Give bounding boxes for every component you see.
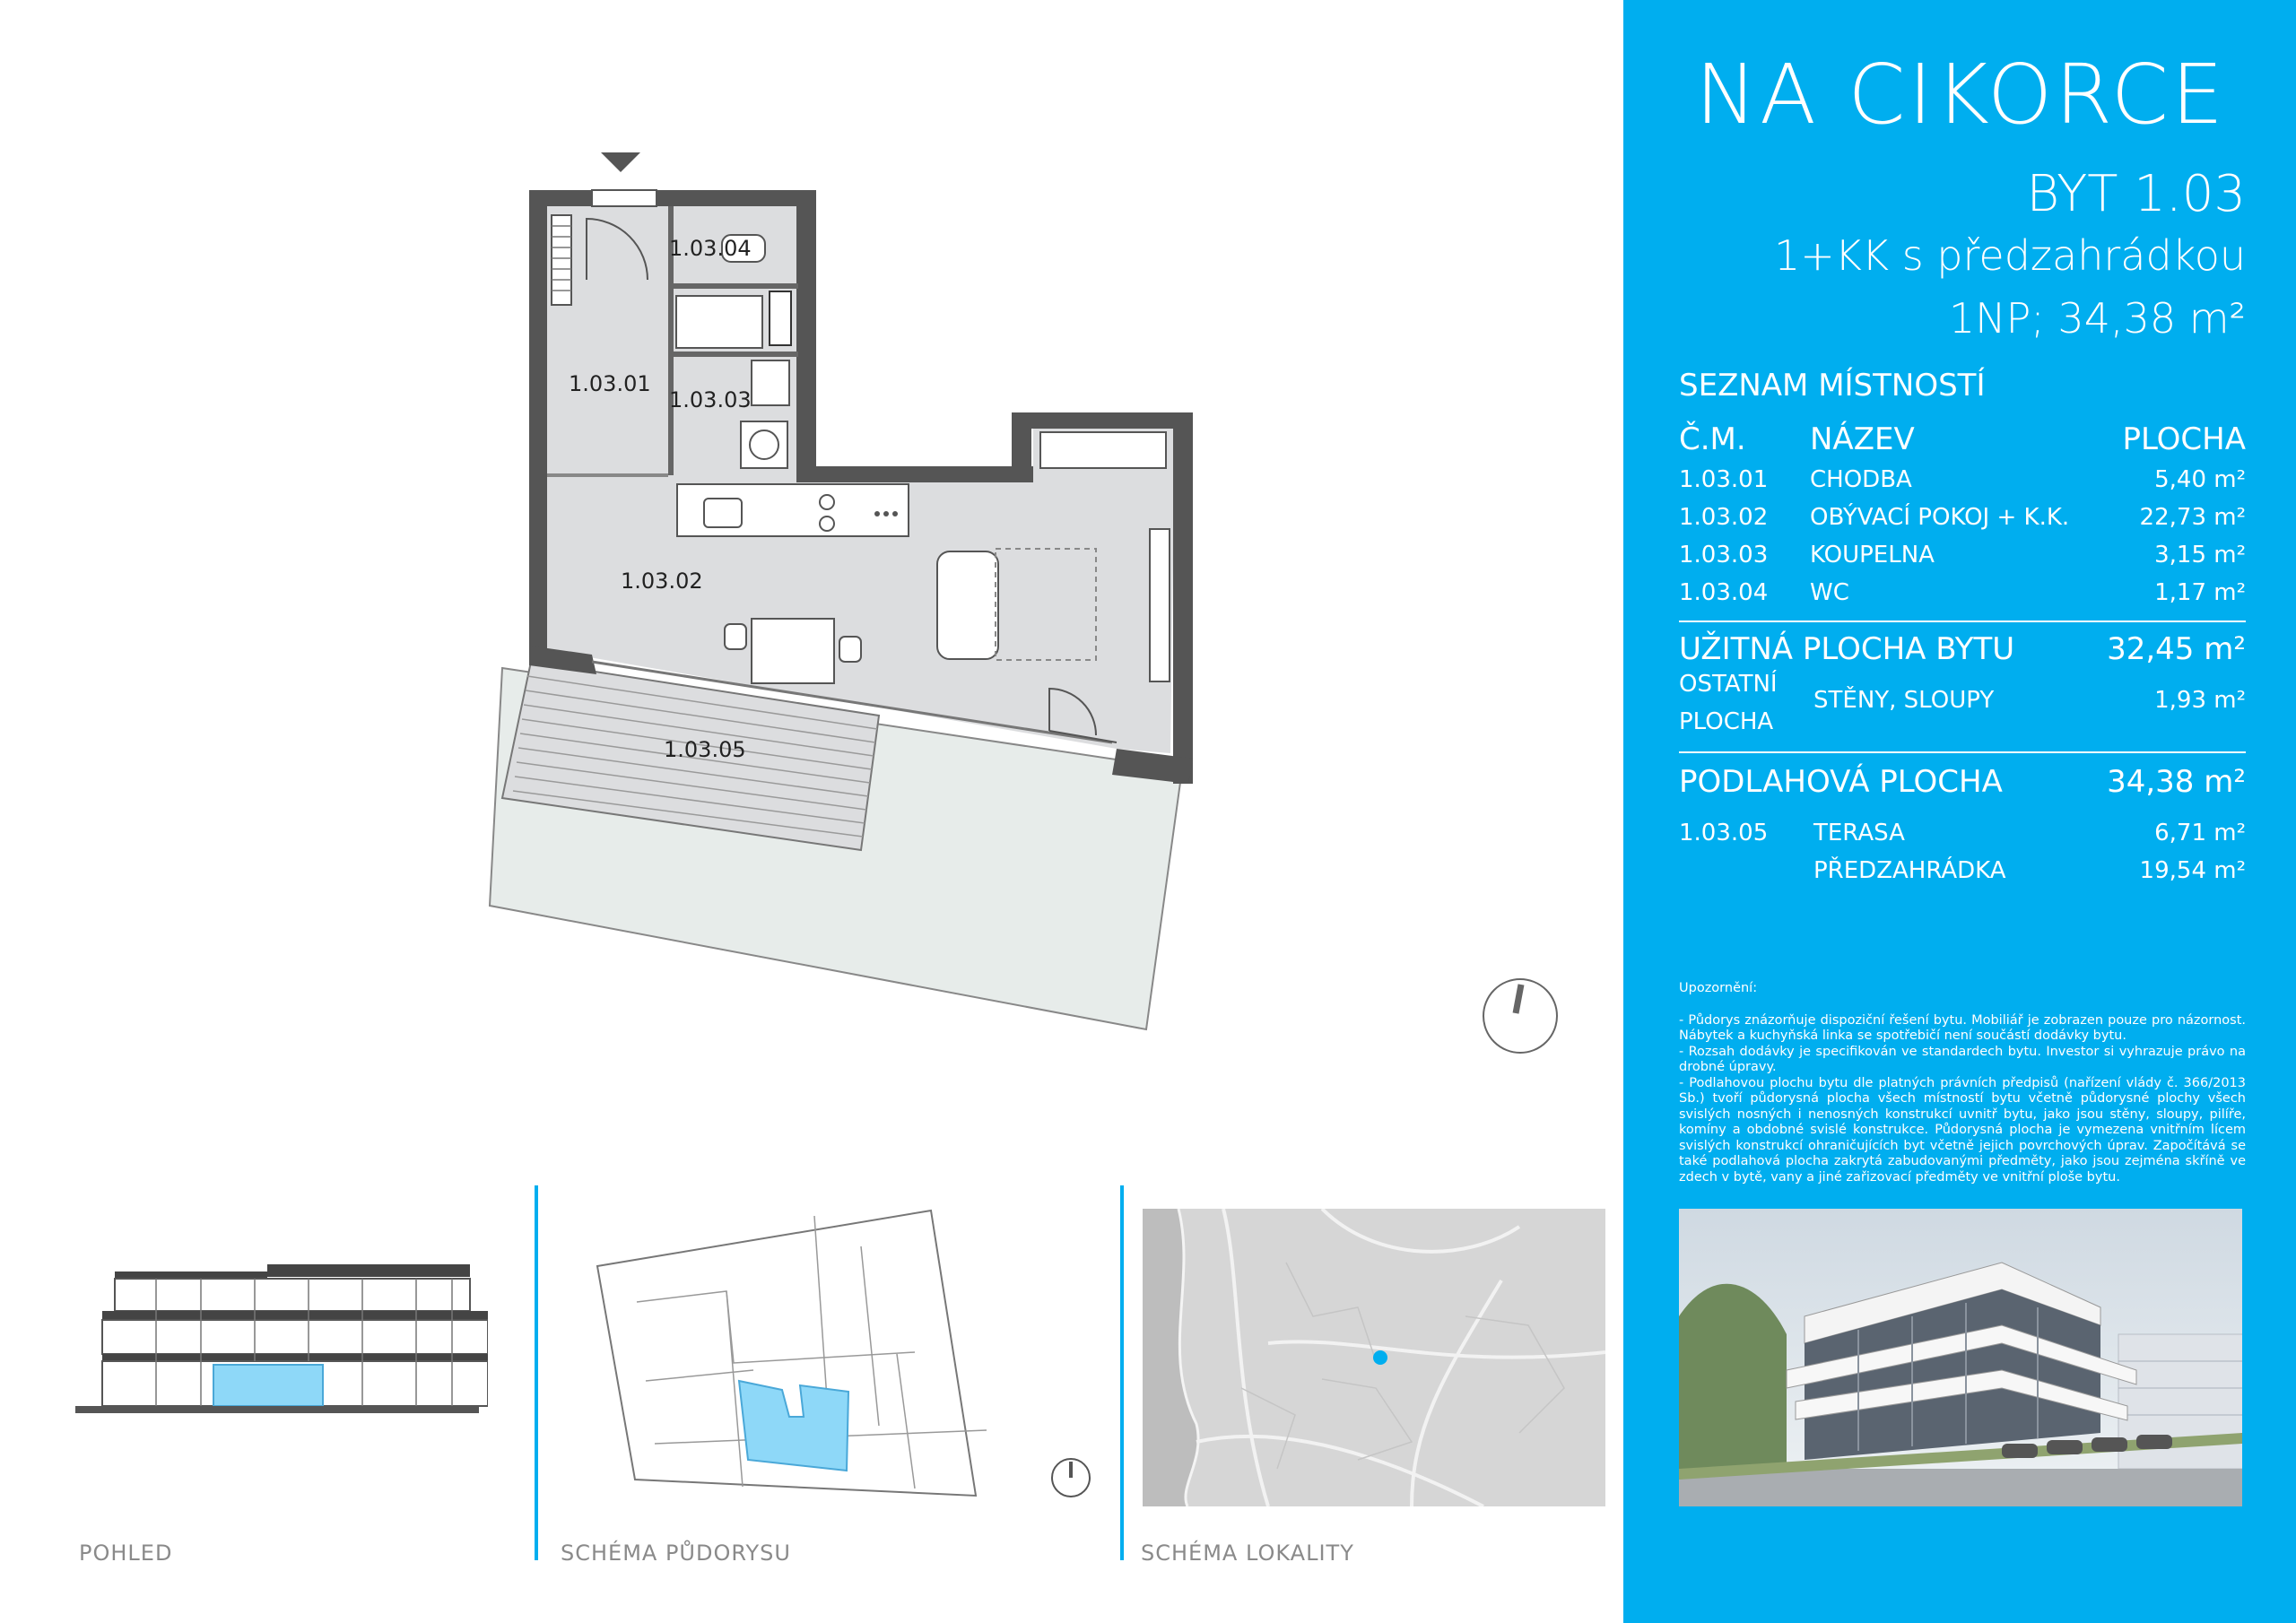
- room-label-1-03-05: 1.03.05: [664, 737, 746, 762]
- building-render-image: [1679, 1209, 2242, 1506]
- extra-area: 19,54 m²: [2139, 857, 2246, 884]
- room-area: 22,73 m²: [2139, 504, 2246, 531]
- location-marker-icon: [1373, 1350, 1387, 1365]
- location-map: [1143, 1209, 1605, 1506]
- extra-id: 1.03.05: [1679, 820, 1769, 846]
- other-area-label-2: PLOCHA: [1679, 708, 1774, 735]
- room-name: CHODBA: [1810, 466, 1912, 493]
- dining-table: [752, 619, 834, 683]
- kitchen-counter: [677, 484, 909, 536]
- table-row: [1679, 504, 2246, 540]
- table-row: [1679, 579, 2246, 615]
- extra-name: PŘEDZAHRÁDKA: [1813, 857, 2006, 884]
- room-name: KOUPELNA: [1810, 542, 1935, 568]
- bathroom-sink: [752, 360, 789, 405]
- flat-floor-area: 1NP; 34,38 m²: [1948, 294, 2246, 343]
- entry-arrow-icon: [601, 152, 640, 172]
- col-header-name: NÁZEV: [1810, 421, 1915, 457]
- floor-area-label: PODLAHOVÁ PLOCHA: [1679, 764, 2003, 800]
- table-row: [1679, 857, 2246, 893]
- flat-code: BYT 1.03: [2026, 165, 2246, 223]
- divider-2: [1120, 1185, 1124, 1560]
- room-area: 5,40 m²: [2154, 466, 2246, 493]
- room-area: 3,15 m²: [2154, 542, 2246, 568]
- table-row: [1679, 542, 2246, 577]
- notes-heading: Upozornění:: [1679, 981, 1758, 995]
- room-id: 1.03.01: [1679, 466, 1769, 493]
- caption-floor-scheme: SCHÉMA PŮDORYSU: [561, 1541, 791, 1566]
- hall-wardrobe: [552, 215, 571, 305]
- room-label-1-03-02: 1.03.02: [621, 568, 703, 594]
- elevation-drawing: [75, 1255, 488, 1426]
- floor-scheme-drawing: [592, 1202, 1094, 1497]
- room-label-1-03-03: 1.03.03: [669, 387, 752, 412]
- divider-usable: [1679, 621, 2246, 622]
- other-area-label-1: OSTATNÍ: [1679, 671, 1778, 698]
- other-area-row: [1679, 671, 2246, 742]
- caption-location-scheme: SCHÉMA LOKALITY: [1141, 1541, 1354, 1566]
- other-area-item: STĚNY, SLOUPY: [1813, 687, 1995, 714]
- bathroom-shower: [676, 296, 762, 348]
- table-row: [1679, 820, 2246, 855]
- rooms-section-heading: SEZNAM MÍSTNOSTÍ: [1679, 368, 1986, 404]
- room-id: 1.03.03: [1679, 542, 1769, 568]
- room-label-1-03-04: 1.03.04: [669, 236, 752, 261]
- room-label-1-03-01: 1.03.01: [569, 371, 651, 396]
- room-area: 1,17 m²: [2154, 579, 2246, 606]
- note-item: - Rozsah dodávky je specifikován ve standardech bytu. Investor si vyhrazuje právo na drobné úpravy.: [1679, 1044, 2246, 1074]
- room-name: OBÝVACÍ POKOJ + K.K.: [1810, 504, 2070, 531]
- floor-area-row: [1679, 764, 2246, 807]
- extra-area: 6,71 m²: [2154, 820, 2246, 846]
- note-item: - Podlahovou plochu bytu dle platných právních předpisů (nařízení vlády č. 366/2013 Sb.) tvoří půdorysná plocha všech místností bytu včetně půdorysné plochy všech svislých nosných i nenosných konstrukcí uvnitř bytu, jako jsou stěny, sloupy, pilíře, komíny a obdobné svislé konstrukce. Půdorysná plocha je vymezena vnitřním lícem svislých konstrukcí ohraničujících byt včetně jejich povrchových úprav. Započítává se také podlahová plocha zakrytá zabudovanými předměty, jako jsou zejména skříně ve zdech v bytě, vany a jiné zařizovací předměty ve vnitřní ploše bytu.: [1679, 1075, 2246, 1185]
- divider-floor: [1679, 751, 2246, 753]
- flat-type: 1+KK s předzahrádkou: [1773, 231, 2246, 280]
- room-id: 1.03.02: [1679, 504, 1769, 531]
- usable-area-value: 32,45 m²: [2107, 631, 2246, 667]
- project-title: NA CIKORCE: [1695, 47, 2226, 143]
- extra-name: TERASA: [1813, 820, 1905, 846]
- north-arrow-icon: [1480, 976, 1561, 1056]
- rooms-table-header: [1679, 421, 2246, 464]
- col-header-area: PLOCHA: [2122, 421, 2246, 457]
- table-row: [1679, 466, 2246, 502]
- sofa: [937, 551, 998, 659]
- living-wardrobe: [1150, 529, 1170, 681]
- divider-1: [535, 1185, 538, 1560]
- elevation-highlight: [213, 1365, 323, 1406]
- disclaimer-notes: [1679, 981, 2246, 1185]
- note-item: - Půdorys znázorňuje dispoziční řešení bytu. Mobiliář je zobrazen pouze pro názornost. Nábytek a kuchyňská linka se spotřebičí není součástí dodávky bytu.: [1679, 1012, 2246, 1043]
- floor-plan: [0, 0, 1614, 1058]
- floor-area-value: 34,38 m²: [2107, 764, 2246, 800]
- other-area-value: 1,93 m²: [2154, 687, 2246, 714]
- room-id: 1.03.04: [1679, 579, 1769, 606]
- usable-area-label: UŽITNÁ PLOCHA BYTU: [1679, 631, 2015, 667]
- washing-machine: [741, 421, 787, 468]
- usable-area-row: [1679, 631, 2246, 674]
- caption-elevation: POHLED: [79, 1541, 173, 1566]
- entrance-door: [592, 190, 657, 206]
- col-header-id: Č.M.: [1679, 421, 1746, 457]
- room-name: WC: [1810, 579, 1849, 606]
- scheme-north-arrow-icon: [1052, 1459, 1090, 1497]
